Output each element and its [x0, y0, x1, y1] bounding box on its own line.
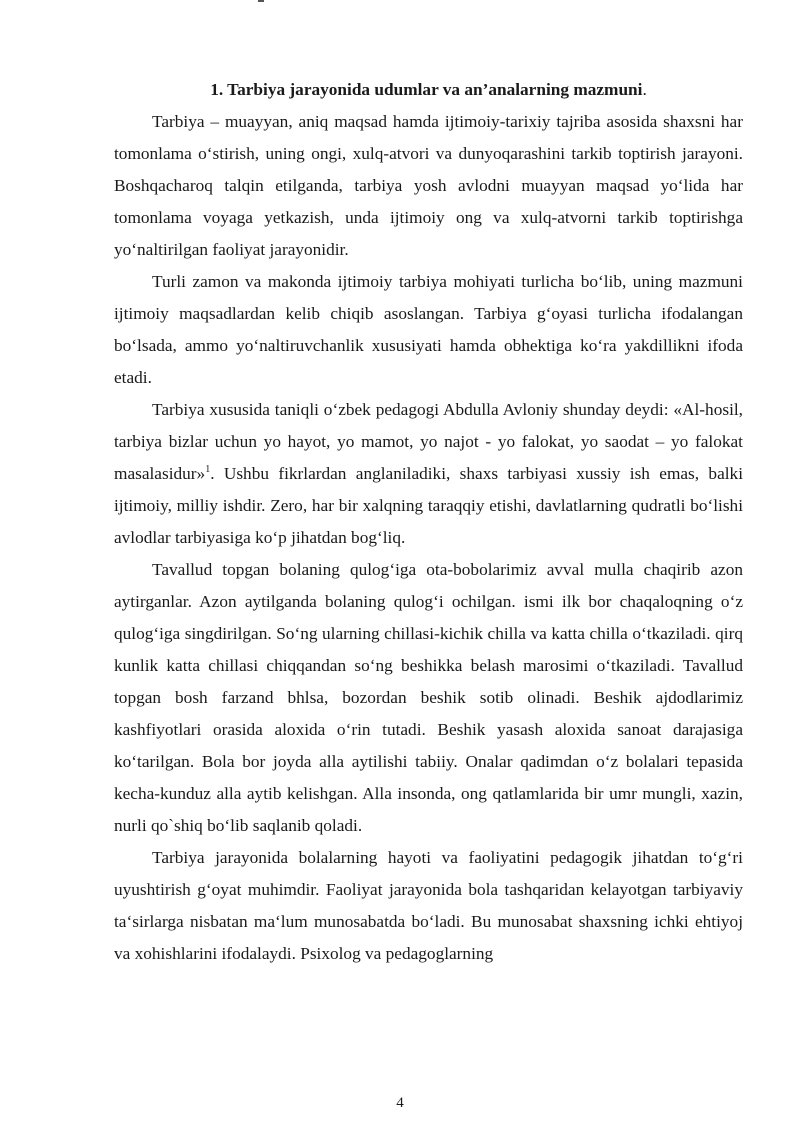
paragraph-5: Tarbiya jarayonida bolalarning hayoti va faoliyatini pedagogik jihatdan toʻgʻri uyushtirish gʻoyat muhimdir. Faoliyat jarayonida bola tashqaridan kelayotgan tarbiyaviy taʻsirlarga nisbatan maʻlum munosabatda boʻladi. Bu munosabat shaxsning ichki ehtiyoj va xohishlarini ifodalaydi. Psixolog va pedagoglarning	[114, 848, 743, 963]
page-number: 4	[396, 1095, 404, 1111]
section-heading-period: .	[642, 80, 647, 99]
section-heading	[114, 74, 743, 106]
paragraph-3-continuation: . Ushbu fikrlardan anglaniladiki, shaxs tarbiyasi xussiy ish emas, balki ijtimoiy, milliy ishdir. Zero, har bir xalqning taraqqiy etishi, davlatlarning qudratli boʻlishi avlodlar tarbiyasiga koʻp jihatdan bogʻliq.	[114, 464, 743, 547]
top-edge-mark	[258, 0, 264, 2]
paragraph-2: Turli zamon va makonda ijtimoiy tarbiya mohiyati turlicha boʻlib, uning mazmuni ijtimoiy maqsadlardan kelib chiqib asoslangan. Tarbiya gʻoyasi turlicha ifodalangan boʻlsada, ammo yoʻnaltiruvchanlik xususiyati hamda obhektiga koʻra yakdillikni ifoda etadi.	[114, 272, 743, 387]
paragraph-3	[114, 394, 743, 554]
paragraph-3-quote: Tarbiya xususida taniqli oʻzbek pedagogi Abdulla Avloniy shunday deydi: «Al-hosil, tarbiya bizlar uchun yo hayot, yo mamot, yo najot - yo falokat, yo saodat – yo falokat masalasidur»	[114, 400, 743, 483]
section-heading-text: 1. Tarbiya jarayonida udumlar va an’analarning mazmuni	[210, 80, 643, 99]
document-body	[114, 74, 743, 970]
paragraph-4: Tavallud topgan bolaning qulogʻiga ota-bobolarimiz avval mulla chaqirib azon aytirganlar. Azon aytilganda bolaning qulogʻi ochilgan. ismi ilk bor chaqaloqning oʻz qulogʻiga singdirilgan. Soʻng ularning chillasi-kichik chilla va katta chilla oʻtkaziladi. qirq kunlik katta chillasi chiqqandan soʻng beshikka belash marosimi oʻtkaziladi. Tavallud topgan bosh farzand bhlsa, bozordan beshik sotib olinadi. Beshik ajdodlarimiz kashfiyotlari orasida aloxida oʻrin tutadi. Beshik yasash aloxida sanoat darajasiga koʻtarilgan. Bola bor joyda alla aytilishi tabiiy. Onalar qadimdan oʻz bolalari tepasida kecha-kunduz alla aytib kelishgan. Alla insonda, ong qatlamlarida bir umr mungli, xazin, nurli qo`shiq boʻlib saqlanib qoladi.	[114, 560, 743, 835]
footnote-reference[interactable]: 1	[205, 464, 211, 476]
paragraph-1: Tarbiya – muayyan, aniq maqsad hamda ijtimoiy-tarixiy tajriba asosida shaxsni har tomonlama oʻstirish, uning ongi, xulq-atvori va dunyoqarashini tarkib toptirish jarayoni. Boshqacharoq talqin etilganda, tarbiya yosh avlodni muayyan maqsad yoʻlida har tomonlama voyaga yetkazish, unda ijtimoiy ong va xulq-atvorni tarkib toptirishga yoʻnaltirilgan faoliyat jarayonidir.	[114, 112, 743, 259]
